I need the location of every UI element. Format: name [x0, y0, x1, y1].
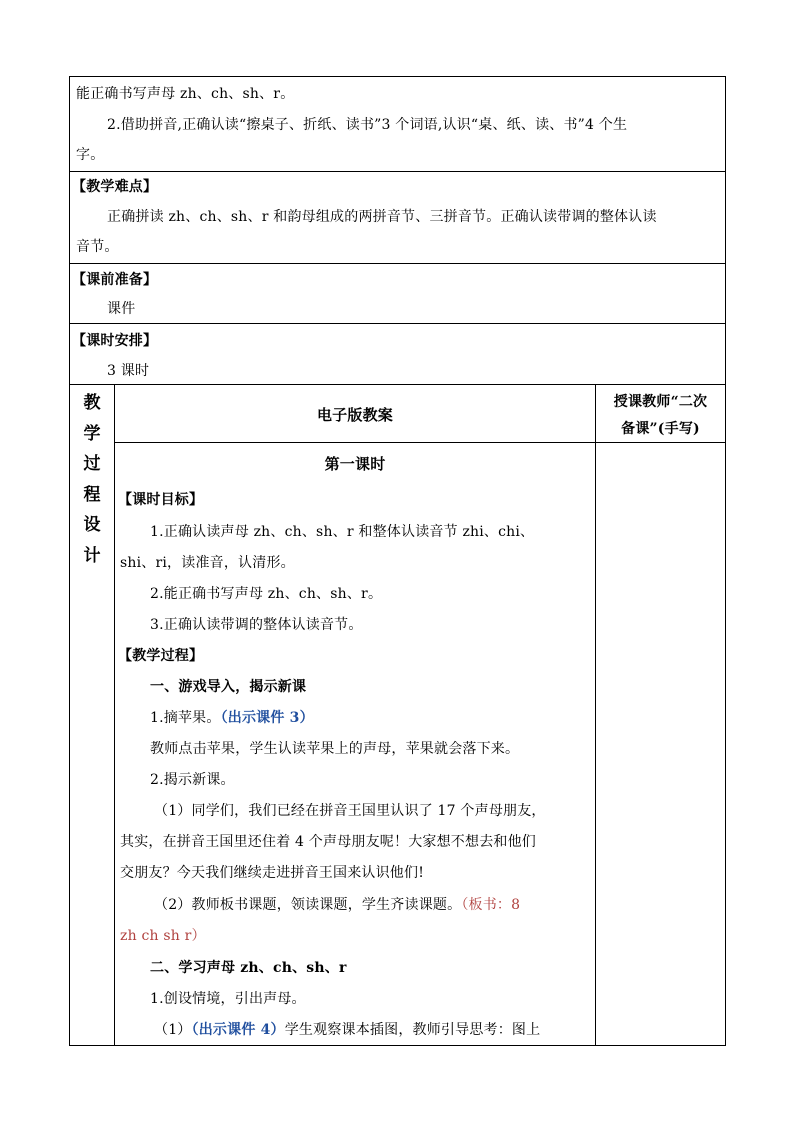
section-heading: 【教学过程】 [118, 648, 204, 664]
side-char: 过 [83, 454, 101, 474]
preparation-text: 课件 [107, 301, 136, 317]
difficulty-text: 音节。 [76, 239, 119, 255]
courseware-link: （出示课件 3） [220, 710, 314, 726]
row-divider [69, 171, 726, 172]
objective-text: 1.正确认读声母 zh、ch、sh、r 和整体认读音节 zhi、chi、 [150, 524, 535, 540]
header-divider [114, 442, 726, 443]
column-divider [595, 384, 596, 1046]
board-note: zh ch sh r） [120, 928, 206, 944]
difficulty-text: 正确拼读 zh、ch、sh、r 和韵母组成的两拼音节、三拼音节。正确认读带调的整体认读 [107, 209, 657, 225]
process-side-label [70, 388, 114, 571]
column-divider [114, 384, 115, 1046]
item-text: 学生观察课本插图，教师引导思考：图上 [284, 1022, 541, 1038]
objective-text: shi、ri，读准音，认清形。 [120, 555, 295, 571]
side-char: 程 [83, 484, 101, 505]
side-char: 教 [83, 393, 101, 413]
process-item [150, 708, 314, 728]
side-char: 设 [83, 515, 101, 535]
process-text: 交朋友？今天我们继续走进拼音王国来认识他们! [120, 865, 425, 881]
column-header-right: 备课”(手写) [621, 421, 700, 437]
row-divider [69, 323, 726, 324]
goal-text: 2.借助拼音,正确认读“擦桌子、折纸、读书”3 个词语,认识“桌、纸、读、书”4 个生 [107, 117, 628, 133]
item-text: （2）教师板书课题，领读课题，学生齐读课题。 [154, 897, 462, 913]
item-text: （1） [154, 1022, 192, 1038]
goal-text: 字。 [76, 147, 105, 163]
process-text [154, 895, 520, 915]
objective-text: 2.能正确书写声母 zh、ch、sh、r。 [150, 586, 383, 602]
schedule-text: 3 课时 [107, 363, 150, 379]
section-heading: 【课时安排】 [72, 333, 158, 349]
lesson-title: 第一课时 [324, 455, 386, 473]
part-heading: 一、游戏导入，揭示新课 [150, 679, 307, 695]
side-char: 学 [83, 423, 101, 444]
board-note: （板书：8 [461, 897, 521, 913]
section-heading: 【教学难点】 [72, 179, 158, 195]
process-text: 教师点击苹果，学生认读苹果上的声母，苹果就会落下来。 [150, 741, 520, 757]
row-divider [69, 384, 726, 385]
part-heading: 二、学习声母 zh、ch、sh、r [150, 960, 347, 976]
process-text [154, 1020, 540, 1040]
goal-text: 能正确书写声母 zh、ch、sh、r。 [76, 86, 295, 102]
process-item: 2.揭示新课。 [150, 772, 235, 788]
column-header-main: 电子版教案 [316, 406, 393, 424]
item-text: 1.摘苹果。 [150, 710, 221, 726]
process-item: 1.创设情境，引出声母。 [150, 991, 306, 1007]
table-border-bottom [69, 1045, 726, 1046]
section-heading: 【课时目标】 [118, 492, 204, 508]
side-char: 计 [83, 545, 101, 566]
process-text: 其实，在拼音王国里还住着 4 个声母朋友呢！大家想不想去和他们 [120, 834, 537, 850]
table-border-top [69, 76, 726, 77]
column-header-right: 授课教师“二次 [613, 394, 708, 410]
objective-text: 3.正确认读带调的整体认读音节。 [150, 617, 363, 633]
row-divider [69, 263, 726, 264]
section-heading: 【课前准备】 [72, 272, 158, 288]
table-border-right [725, 76, 726, 1046]
process-text: （1）同学们，我们已经在拼音王国里认识了 17 个声母朋友， [154, 803, 546, 819]
courseware-link: （出示课件 4） [191, 1022, 285, 1038]
